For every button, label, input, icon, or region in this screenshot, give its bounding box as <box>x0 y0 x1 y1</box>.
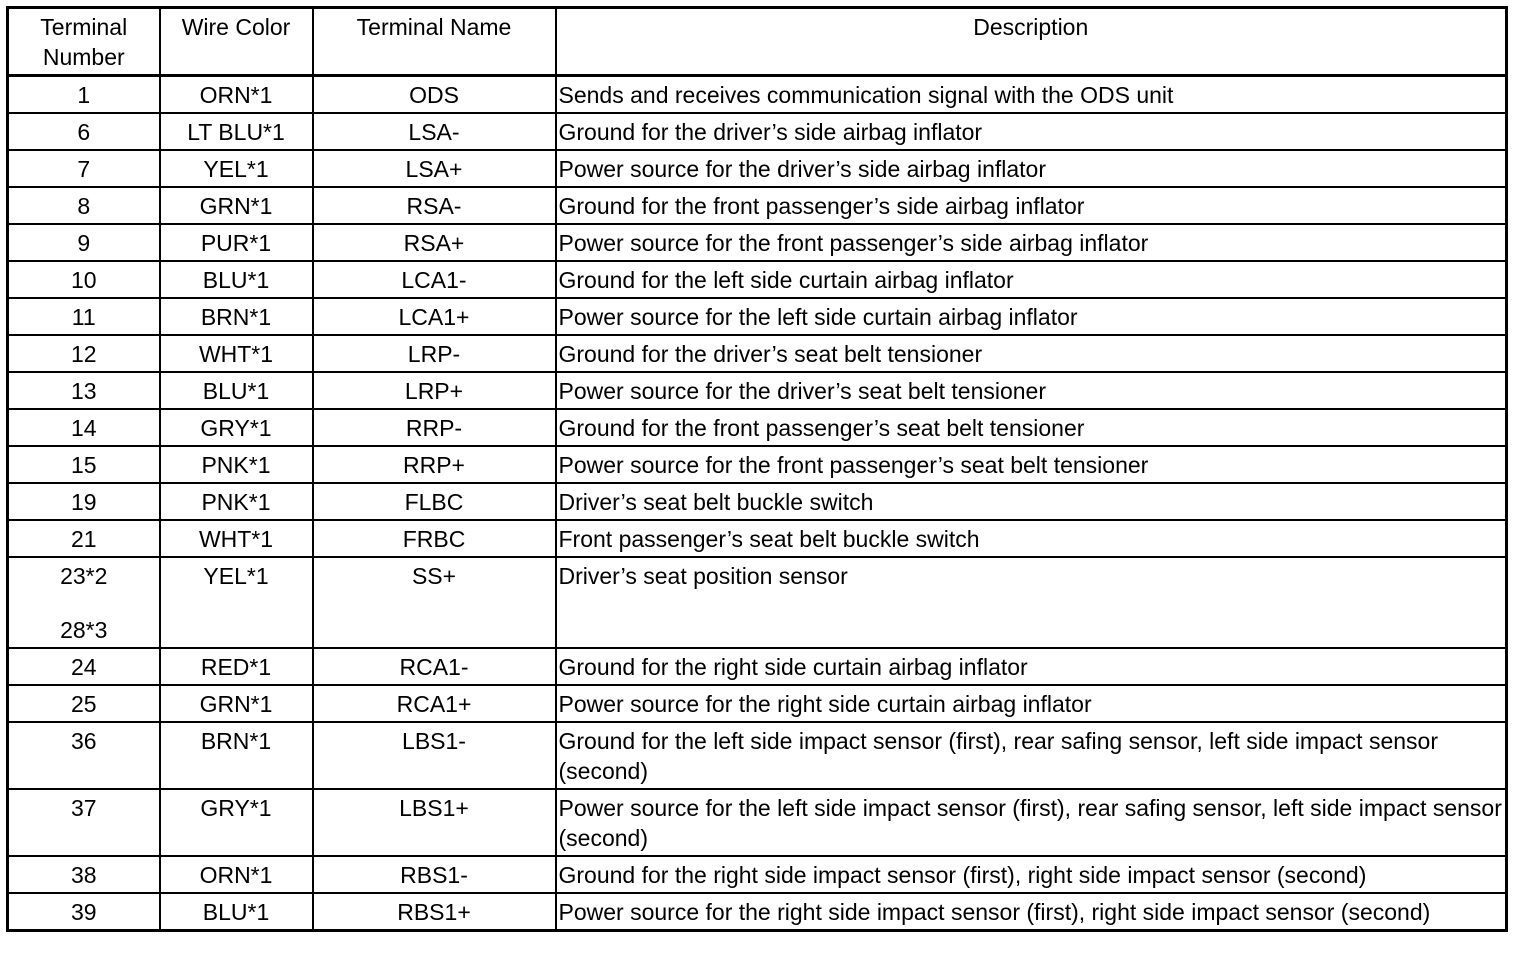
terminal-number: 39 <box>70 899 97 925</box>
table-row <box>8 187 1507 224</box>
terminal-number-cell <box>8 893 160 931</box>
description-cell: Ground for the driver’s seat belt tensioner <box>556 335 1507 372</box>
description-cell: Ground for the front passenger’s seat belt tensioner <box>556 409 1507 446</box>
table-row <box>8 446 1507 483</box>
terminal-number: 12 <box>70 341 97 367</box>
header-wire-color: Wire Color <box>160 8 313 76</box>
wire-color-cell: GRY*1 <box>160 789 313 856</box>
wire-color-cell: LT BLU*1 <box>160 113 313 150</box>
table-row <box>8 648 1507 685</box>
wire-color-cell: BLU*1 <box>160 893 313 931</box>
wire-color-cell: PNK*1 <box>160 446 313 483</box>
description-cell: Power source for the left side impact sensor (first), rear safing sensor, left side impact sensor (second) <box>556 789 1507 856</box>
table-row <box>8 722 1507 789</box>
table-row <box>8 893 1507 931</box>
terminal-number: 7 <box>77 156 91 182</box>
terminal-number: 23*2 <box>60 563 108 589</box>
description-cell: Power source for the front passenger’s side airbag inflator <box>556 224 1507 261</box>
terminal-number-cell <box>8 557 160 648</box>
table-row <box>8 224 1507 261</box>
terminal-number: 28*3 <box>60 617 108 643</box>
wire-color-cell: WHT*1 <box>160 335 313 372</box>
terminal-number: 8 <box>77 193 91 219</box>
terminal-name-cell: RCA1+ <box>313 685 556 722</box>
table-row <box>8 76 1507 114</box>
terminal-number: 1 <box>77 82 91 108</box>
table-row <box>8 261 1507 298</box>
description-cell: Power source for the right side curtain airbag inflator <box>556 685 1507 722</box>
terminal-number-cell <box>8 150 160 187</box>
table-body <box>8 76 1507 931</box>
terminal-name-cell: ODS <box>313 76 556 114</box>
terminal-number-cell <box>8 685 160 722</box>
terminal-number-cell <box>8 76 160 114</box>
wire-color-cell: BRN*1 <box>160 722 313 789</box>
terminal-name-cell: LSA- <box>313 113 556 150</box>
description-cell: Driver’s seat belt buckle switch <box>556 483 1507 520</box>
table-row <box>8 409 1507 446</box>
terminal-number: 13 <box>70 378 97 404</box>
terminal-number-cell <box>8 335 160 372</box>
description-cell: Ground for the right side curtain airbag inflator <box>556 648 1507 685</box>
table-header <box>8 8 1507 76</box>
terminal-name-cell: LRP- <box>313 335 556 372</box>
terminal-number-cell <box>8 722 160 789</box>
terminal-name-cell: RCA1- <box>313 648 556 685</box>
terminal-number-cell <box>8 520 160 557</box>
wire-color-cell: RED*1 <box>160 648 313 685</box>
terminal-name-cell: FRBC <box>313 520 556 557</box>
header-terminal-name: Terminal Name <box>313 8 556 76</box>
description-cell: Sends and receives communication signal with the ODS unit <box>556 76 1507 114</box>
table-row <box>8 298 1507 335</box>
description-cell: Power source for the front passenger’s seat belt tensioner <box>556 446 1507 483</box>
terminal-name-cell: RBS1- <box>313 856 556 893</box>
wire-color-cell: PUR*1 <box>160 224 313 261</box>
header-terminal-number: Terminal Number <box>8 8 160 76</box>
table-row <box>8 520 1507 557</box>
table-row <box>8 685 1507 722</box>
terminal-name-cell: LRP+ <box>313 372 556 409</box>
wire-color-cell: GRN*1 <box>160 685 313 722</box>
header-row <box>8 8 1507 76</box>
wire-color-cell: GRY*1 <box>160 409 313 446</box>
terminal-number-cell <box>8 113 160 150</box>
wire-color-cell: BLU*1 <box>160 261 313 298</box>
table-row <box>8 335 1507 372</box>
description-cell: Power source for the left side curtain airbag inflator <box>556 298 1507 335</box>
terminal-name-cell: LCA1+ <box>313 298 556 335</box>
table-row <box>8 113 1507 150</box>
terminal-name-cell: SS+ <box>313 557 556 648</box>
description-cell: Ground for the front passenger’s side airbag inflator <box>556 187 1507 224</box>
wire-color-cell: BRN*1 <box>160 298 313 335</box>
terminal-name-cell: LSA+ <box>313 150 556 187</box>
wire-color-cell: YEL*1 <box>160 150 313 187</box>
terminal-number: 19 <box>70 489 97 515</box>
terminal-number-cell <box>8 187 160 224</box>
terminal-number-cell <box>8 261 160 298</box>
wire-color-cell: PNK*1 <box>160 483 313 520</box>
wire-color-cell: GRN*1 <box>160 187 313 224</box>
terminal-number: 21 <box>70 526 97 552</box>
table-row <box>8 150 1507 187</box>
terminal-name-cell: RRP- <box>313 409 556 446</box>
terminal-name-cell: RSA- <box>313 187 556 224</box>
terminal-number-cell <box>8 446 160 483</box>
terminal-number: 25 <box>70 691 97 717</box>
wire-color-cell: ORN*1 <box>160 856 313 893</box>
terminal-number-cell <box>8 298 160 335</box>
table-row <box>8 557 1507 648</box>
terminal-table <box>6 6 1508 932</box>
terminal-number: 15 <box>70 452 97 478</box>
table-row <box>8 789 1507 856</box>
description-cell: Ground for the driver’s side airbag inflator <box>556 113 1507 150</box>
terminal-number-cell <box>8 483 160 520</box>
description-cell: Driver’s seat position sensor <box>556 557 1507 648</box>
terminal-name-cell: LCA1- <box>313 261 556 298</box>
terminal-name-cell: RSA+ <box>313 224 556 261</box>
terminal-number-cell <box>8 856 160 893</box>
terminal-name-cell: RBS1+ <box>313 893 556 931</box>
terminal-number-cell <box>8 372 160 409</box>
table-row <box>8 856 1507 893</box>
terminal-number: 38 <box>70 862 97 888</box>
description-cell: Power source for the driver’s side airbag inflator <box>556 150 1507 187</box>
terminal-number-cell <box>8 789 160 856</box>
wire-color-cell: BLU*1 <box>160 372 313 409</box>
description-cell: Power source for the right side impact sensor (first), right side impact sensor (second) <box>556 893 1507 931</box>
terminal-name-cell: LBS1- <box>313 722 556 789</box>
wire-color-cell: WHT*1 <box>160 520 313 557</box>
wire-color-cell: YEL*1 <box>160 557 313 648</box>
description-cell: Power source for the driver’s seat belt tensioner <box>556 372 1507 409</box>
terminal-number: 6 <box>77 119 91 145</box>
wire-color-cell: ORN*1 <box>160 76 313 114</box>
header-description: Description <box>556 8 1507 76</box>
terminal-number-cell <box>8 224 160 261</box>
terminal-name-cell: LBS1+ <box>313 789 556 856</box>
terminal-name-cell: FLBC <box>313 483 556 520</box>
terminal-number: 11 <box>71 304 96 330</box>
description-cell: Ground for the left side curtain airbag inflator <box>556 261 1507 298</box>
terminal-number-cell <box>8 409 160 446</box>
table-row <box>8 483 1507 520</box>
terminal-number: 37 <box>70 795 97 821</box>
terminal-number: 10 <box>70 267 97 293</box>
terminal-name-cell: RRP+ <box>313 446 556 483</box>
terminal-number-cell <box>8 648 160 685</box>
terminal-number: 9 <box>77 230 91 256</box>
terminal-number: 14 <box>70 415 97 441</box>
terminal-number: 24 <box>70 654 97 680</box>
description-cell: Ground for the right side impact sensor (first), right side impact sensor (second) <box>556 856 1507 893</box>
description-cell: Ground for the left side impact sensor (first), rear safing sensor, left side impact sensor (second) <box>556 722 1507 789</box>
description-cell: Front passenger’s seat belt buckle switch <box>556 520 1507 557</box>
table-row <box>8 372 1507 409</box>
terminal-number: 36 <box>70 728 97 754</box>
